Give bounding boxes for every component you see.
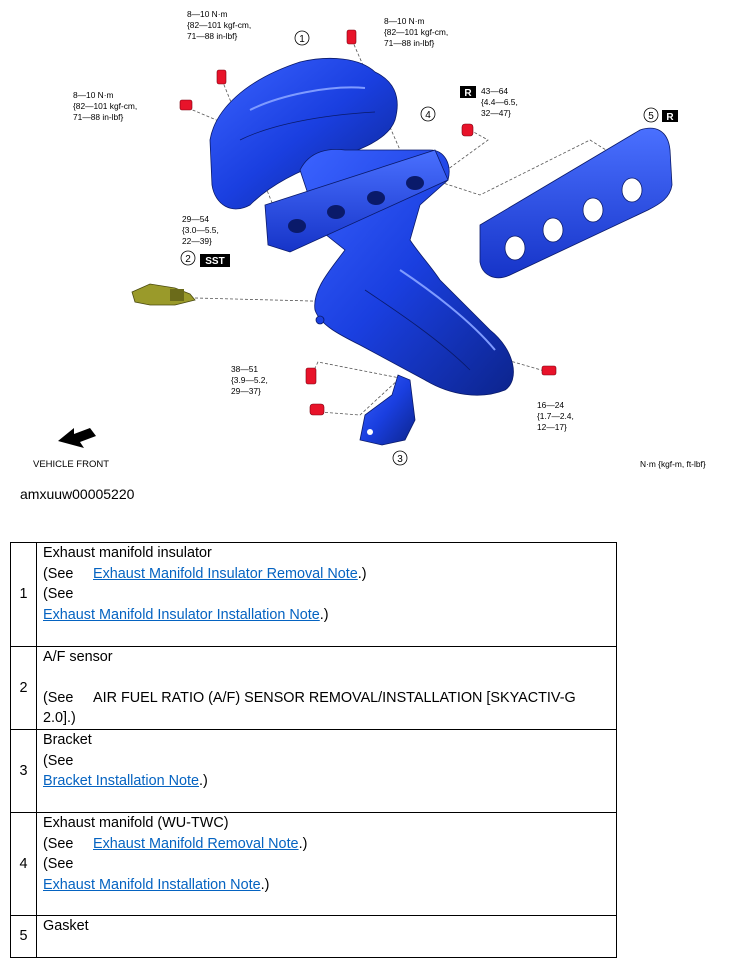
svg-text:8—10 N·m: 8—10 N·m	[187, 9, 228, 19]
row-description: Exhaust manifold insulator (See Exhaust Manifold Insulator Removal Note.) (See Exhaust Manifold Insulator Installation Note.)	[37, 543, 617, 647]
image-id: amxuuw00005220	[20, 486, 135, 502]
svg-text:{82—101 kgf-cm,: {82—101 kgf-cm,	[73, 101, 138, 111]
manifold-removal-note-link[interactable]: Exhaust Manifold Removal Note	[93, 835, 299, 852]
table-row	[11, 813, 617, 916]
svg-text:71—88 in-lbf}: 71—88 in-lbf}	[73, 112, 124, 122]
torque-lower-bolt	[537, 400, 574, 432]
svg-text:8—10 N·m: 8—10 N·m	[73, 90, 114, 100]
callout-3: 3	[397, 454, 403, 465]
svg-text:SST: SST	[205, 256, 225, 267]
gasket	[480, 128, 672, 278]
bracket	[360, 375, 415, 445]
exploded-diagram	[0, 0, 732, 480]
svg-text:8—10 N·m: 8—10 N·m	[384, 16, 425, 26]
part-name: Exhaust manifold (WU-TWC)	[43, 815, 229, 831]
vehicle-front-label: VEHICLE FRONT	[33, 459, 110, 470]
svg-text:22—39}: 22—39}	[182, 236, 212, 246]
svg-text:R: R	[666, 112, 674, 123]
svg-text:38—51: 38—51	[231, 364, 259, 374]
callout-5: 5	[648, 111, 654, 122]
row-description	[37, 916, 617, 958]
table-row	[11, 543, 617, 647]
manifold-installation-note-link[interactable]: Exhaust Manifold Installation Note	[43, 876, 261, 893]
insulator-installation-note-link[interactable]: Exhaust Manifold Insulator Installation Note	[43, 606, 320, 623]
callout-4: 4	[425, 110, 431, 121]
callout-2: 2	[185, 254, 191, 265]
part-name: Gasket	[43, 918, 89, 934]
table-row	[11, 730, 617, 813]
svg-text:{82—101 kgf-cm,: {82—101 kgf-cm,	[187, 20, 252, 30]
svg-text:12—17}: 12—17}	[537, 422, 567, 432]
callout-1: 1	[299, 34, 305, 45]
svg-text:32—47}: 32—47}	[481, 108, 511, 118]
torque-insulator-top	[187, 9, 251, 41]
svg-text:{4.4—6.5,: {4.4—6.5,	[481, 97, 518, 107]
svg-text:{3.9—5.2,: {3.9—5.2,	[231, 375, 268, 385]
svg-text:29—54: 29—54	[182, 214, 210, 224]
row-number: 2	[11, 647, 37, 730]
svg-text:R: R	[464, 88, 472, 99]
row-description: A/F sensor (See AIR FUEL RATIO (A/F) SENSOR REMOVAL/INSTALLATION [SKYACTIV-G 2.0].)	[37, 647, 617, 730]
units-label: N·m {kgf-m, ft-lbf}	[640, 459, 706, 469]
torque-insulator-right	[384, 16, 448, 48]
svg-text:{1.7—2.4,: {1.7—2.4,	[537, 411, 574, 421]
svg-text:71—88 in-lbf}: 71—88 in-lbf}	[187, 31, 238, 41]
part-name: Exhaust manifold insulator	[43, 545, 212, 561]
parts-table	[10, 542, 617, 958]
row-description: Exhaust manifold (WU-TWC) (See Exhaust Manifold Removal Note.) (See Exhaust Manifold Installation Note.)	[37, 813, 617, 916]
bracket-installation-note-link[interactable]: Bracket Installation Note	[43, 773, 199, 789]
vehicle-front-arrow-icon	[58, 428, 96, 448]
exhaust-manifold	[265, 149, 513, 395]
svg-text:{3.0—5.5,: {3.0—5.5,	[182, 225, 219, 235]
svg-text:29—37}: 29—37}	[231, 386, 261, 396]
table-row	[11, 647, 617, 730]
row-number: 4	[11, 813, 37, 916]
svg-text:71—88 in-lbf}: 71—88 in-lbf}	[384, 38, 435, 48]
row-number: 3	[11, 730, 37, 813]
row-number: 1	[11, 543, 37, 647]
row-number: 5	[11, 916, 37, 958]
part-name: A/F sensor	[43, 649, 113, 665]
diagram-svg	[0, 0, 732, 480]
svg-text:{82—101 kgf-cm,: {82—101 kgf-cm,	[384, 27, 449, 37]
af-sensor-procedure-ref: AIR FUEL RATIO (A/F) SENSOR REMOVAL/INSTALLATION [SKYACTIV-G 2.0].	[43, 689, 576, 726]
torque-insulator-left	[73, 90, 137, 122]
table-row	[11, 916, 617, 958]
svg-text:16—24: 16—24	[537, 400, 565, 410]
svg-text:43—64: 43—64	[481, 86, 509, 96]
insulator-removal-note-link[interactable]: Exhaust Manifold Insulator Removal Note	[93, 565, 358, 582]
part-name: Bracket	[43, 732, 92, 748]
torque-af-sensor	[182, 214, 219, 246]
torque-bracket	[231, 364, 268, 396]
row-description: Bracket (See Bracket Installation Note.)	[37, 730, 617, 813]
af-sensor	[132, 284, 195, 305]
torque-manifold-nut	[481, 86, 518, 118]
